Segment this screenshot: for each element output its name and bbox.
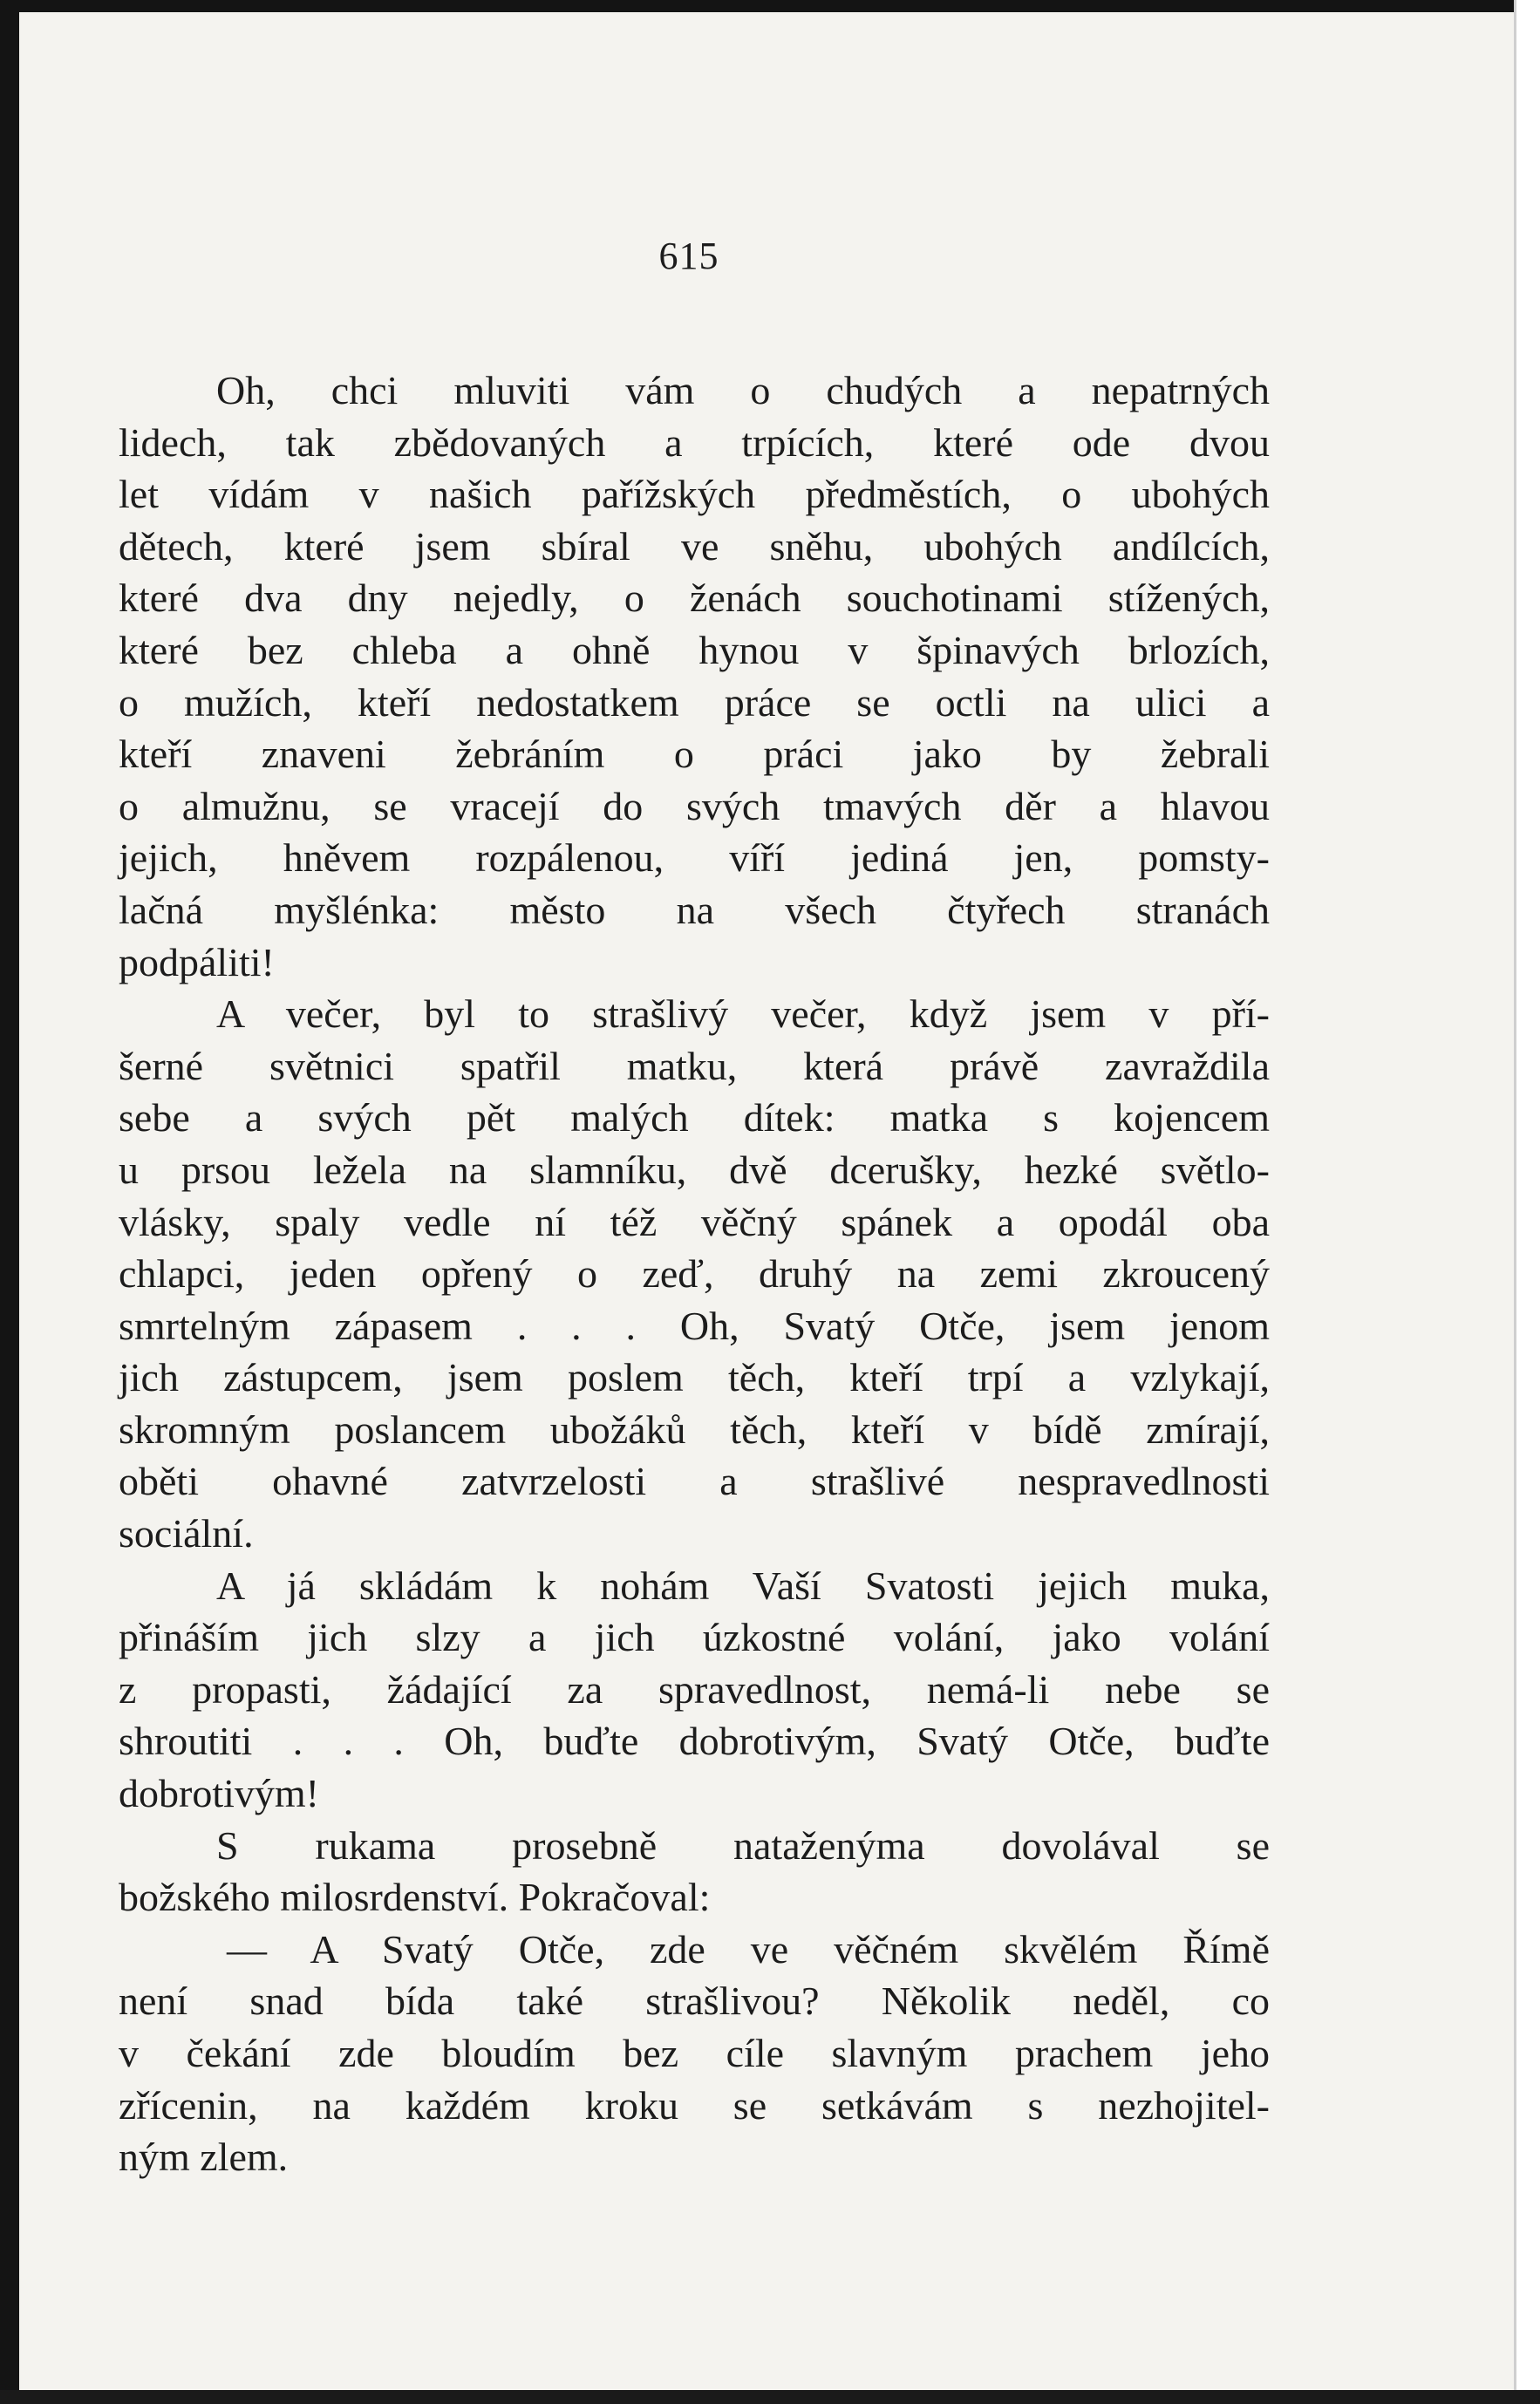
body-text bbox=[119, 364, 1270, 2183]
text-line: které bez chleba a ohně hynou v špinavých brlozích, bbox=[119, 627, 1270, 672]
text-line: lačná myšlénka: město na všech čtyřech stranách bbox=[119, 887, 1270, 932]
text-line: o almužnu, se vracejí do svých tmavých děr a hlavou bbox=[119, 783, 1270, 828]
scan-border-right bbox=[1514, 0, 1540, 2404]
paragraph-1 bbox=[119, 364, 1270, 988]
text-line: není snad bída také strašlivou? Několik neděl, co bbox=[119, 1978, 1270, 2024]
text-line: jejich, hněvem rozpálenou, víří jediná jen, pomsty- bbox=[119, 835, 1270, 881]
text-line: kteří znaveni žebráním o práci jako by žebrali bbox=[119, 732, 1270, 777]
text-line: podpáliti! bbox=[119, 939, 275, 984]
text-line: let vídám v našich pařížských předměstích, o ubohých bbox=[119, 472, 1270, 517]
paragraph-4 bbox=[119, 1820, 1270, 1924]
text-line: jich zástupcem, jsem poslem těch, kteří trpí a vzlykají, bbox=[119, 1355, 1270, 1400]
text-line: u prsou ležela na slamníku, dvě dcerušky, hezké světlo- bbox=[119, 1147, 1270, 1192]
scan-border-top bbox=[0, 0, 1540, 12]
text-line: v čekání zde bloudím bez cíle slavným prachem jeho bbox=[119, 2031, 1270, 2075]
text-line: shroutiti . . . Oh, buďte dobrotivým, Svatý Otče, buďte bbox=[119, 1719, 1270, 1764]
paragraph-5 bbox=[119, 1924, 1270, 2183]
text-line: A večer, byl to strašlivý večer, když jsem v pří- bbox=[216, 991, 1270, 1037]
paragraph-2 bbox=[119, 988, 1270, 1560]
page-number: 615 bbox=[658, 235, 719, 277]
scan-border-bottom bbox=[0, 2390, 1540, 2404]
text-line: A já skládám k nohám Vaší Svatosti jejich muka, bbox=[216, 1563, 1270, 1608]
text-line: smrtelným zápasem . . . Oh, Svatý Otče, jsem jenom bbox=[119, 1303, 1270, 1348]
text-line: Oh, chci mluviti vám o chudých a nepatrných bbox=[216, 368, 1270, 412]
text-line: zřícenin, na každém kroku se setkávám s nezhojitel- bbox=[119, 2082, 1270, 2128]
text-line: — A Svatý Otče, zde ve věčném skvělém Římě bbox=[227, 1926, 1270, 1972]
text-line: z propasti, žádající za spravedlnost, nemá-li nebe se bbox=[119, 1666, 1270, 1712]
text-line: sebe a svých pět malých dítek: matka s kojencem bbox=[119, 1095, 1270, 1141]
text-line: přináším jich slzy a jich úzkostné volání, jako volání bbox=[119, 1615, 1270, 1660]
paragraph-3 bbox=[119, 1560, 1270, 1820]
text-line: ným zlem. bbox=[119, 2135, 289, 2180]
text-line: sociální. bbox=[119, 1511, 254, 1556]
text-line: S rukama prosebně nataženýma dovolával se bbox=[216, 1822, 1270, 1868]
text-line: dětech, které jsem sbíral ve sněhu, ubohých andílcích, bbox=[119, 523, 1270, 569]
text-line: božského milosrdenství. Pokračoval: bbox=[119, 1875, 711, 1920]
text-line: šerné světnici spatřil matku, která právě zavraždila bbox=[119, 1043, 1270, 1088]
text-line: které dva dny nejedly, o ženách souchotinami stížených, bbox=[119, 575, 1270, 621]
text-line: oběti ohavné zatvrzelosti a strašlivé nespravedlnosti bbox=[119, 1459, 1270, 1504]
text-line: vlásky, spaly vedle ní též věčný spánek a opodál oba bbox=[119, 1199, 1270, 1244]
text-line: lidech, tak zbědovaných a trpících, které ode dvou bbox=[119, 419, 1270, 465]
scan-border-left bbox=[0, 0, 19, 2404]
text-line: o mužích, kteří nedostatkem práce se octli na ulici a bbox=[119, 679, 1270, 725]
text-line: skromným poslancem ubožáků těch, kteří v bídě zmírají, bbox=[119, 1406, 1270, 1452]
text-line: dobrotivým! bbox=[119, 1771, 319, 1816]
text-line: chlapci, jeden opřený o zeď, druhý na zemi zkroucený bbox=[119, 1251, 1270, 1297]
